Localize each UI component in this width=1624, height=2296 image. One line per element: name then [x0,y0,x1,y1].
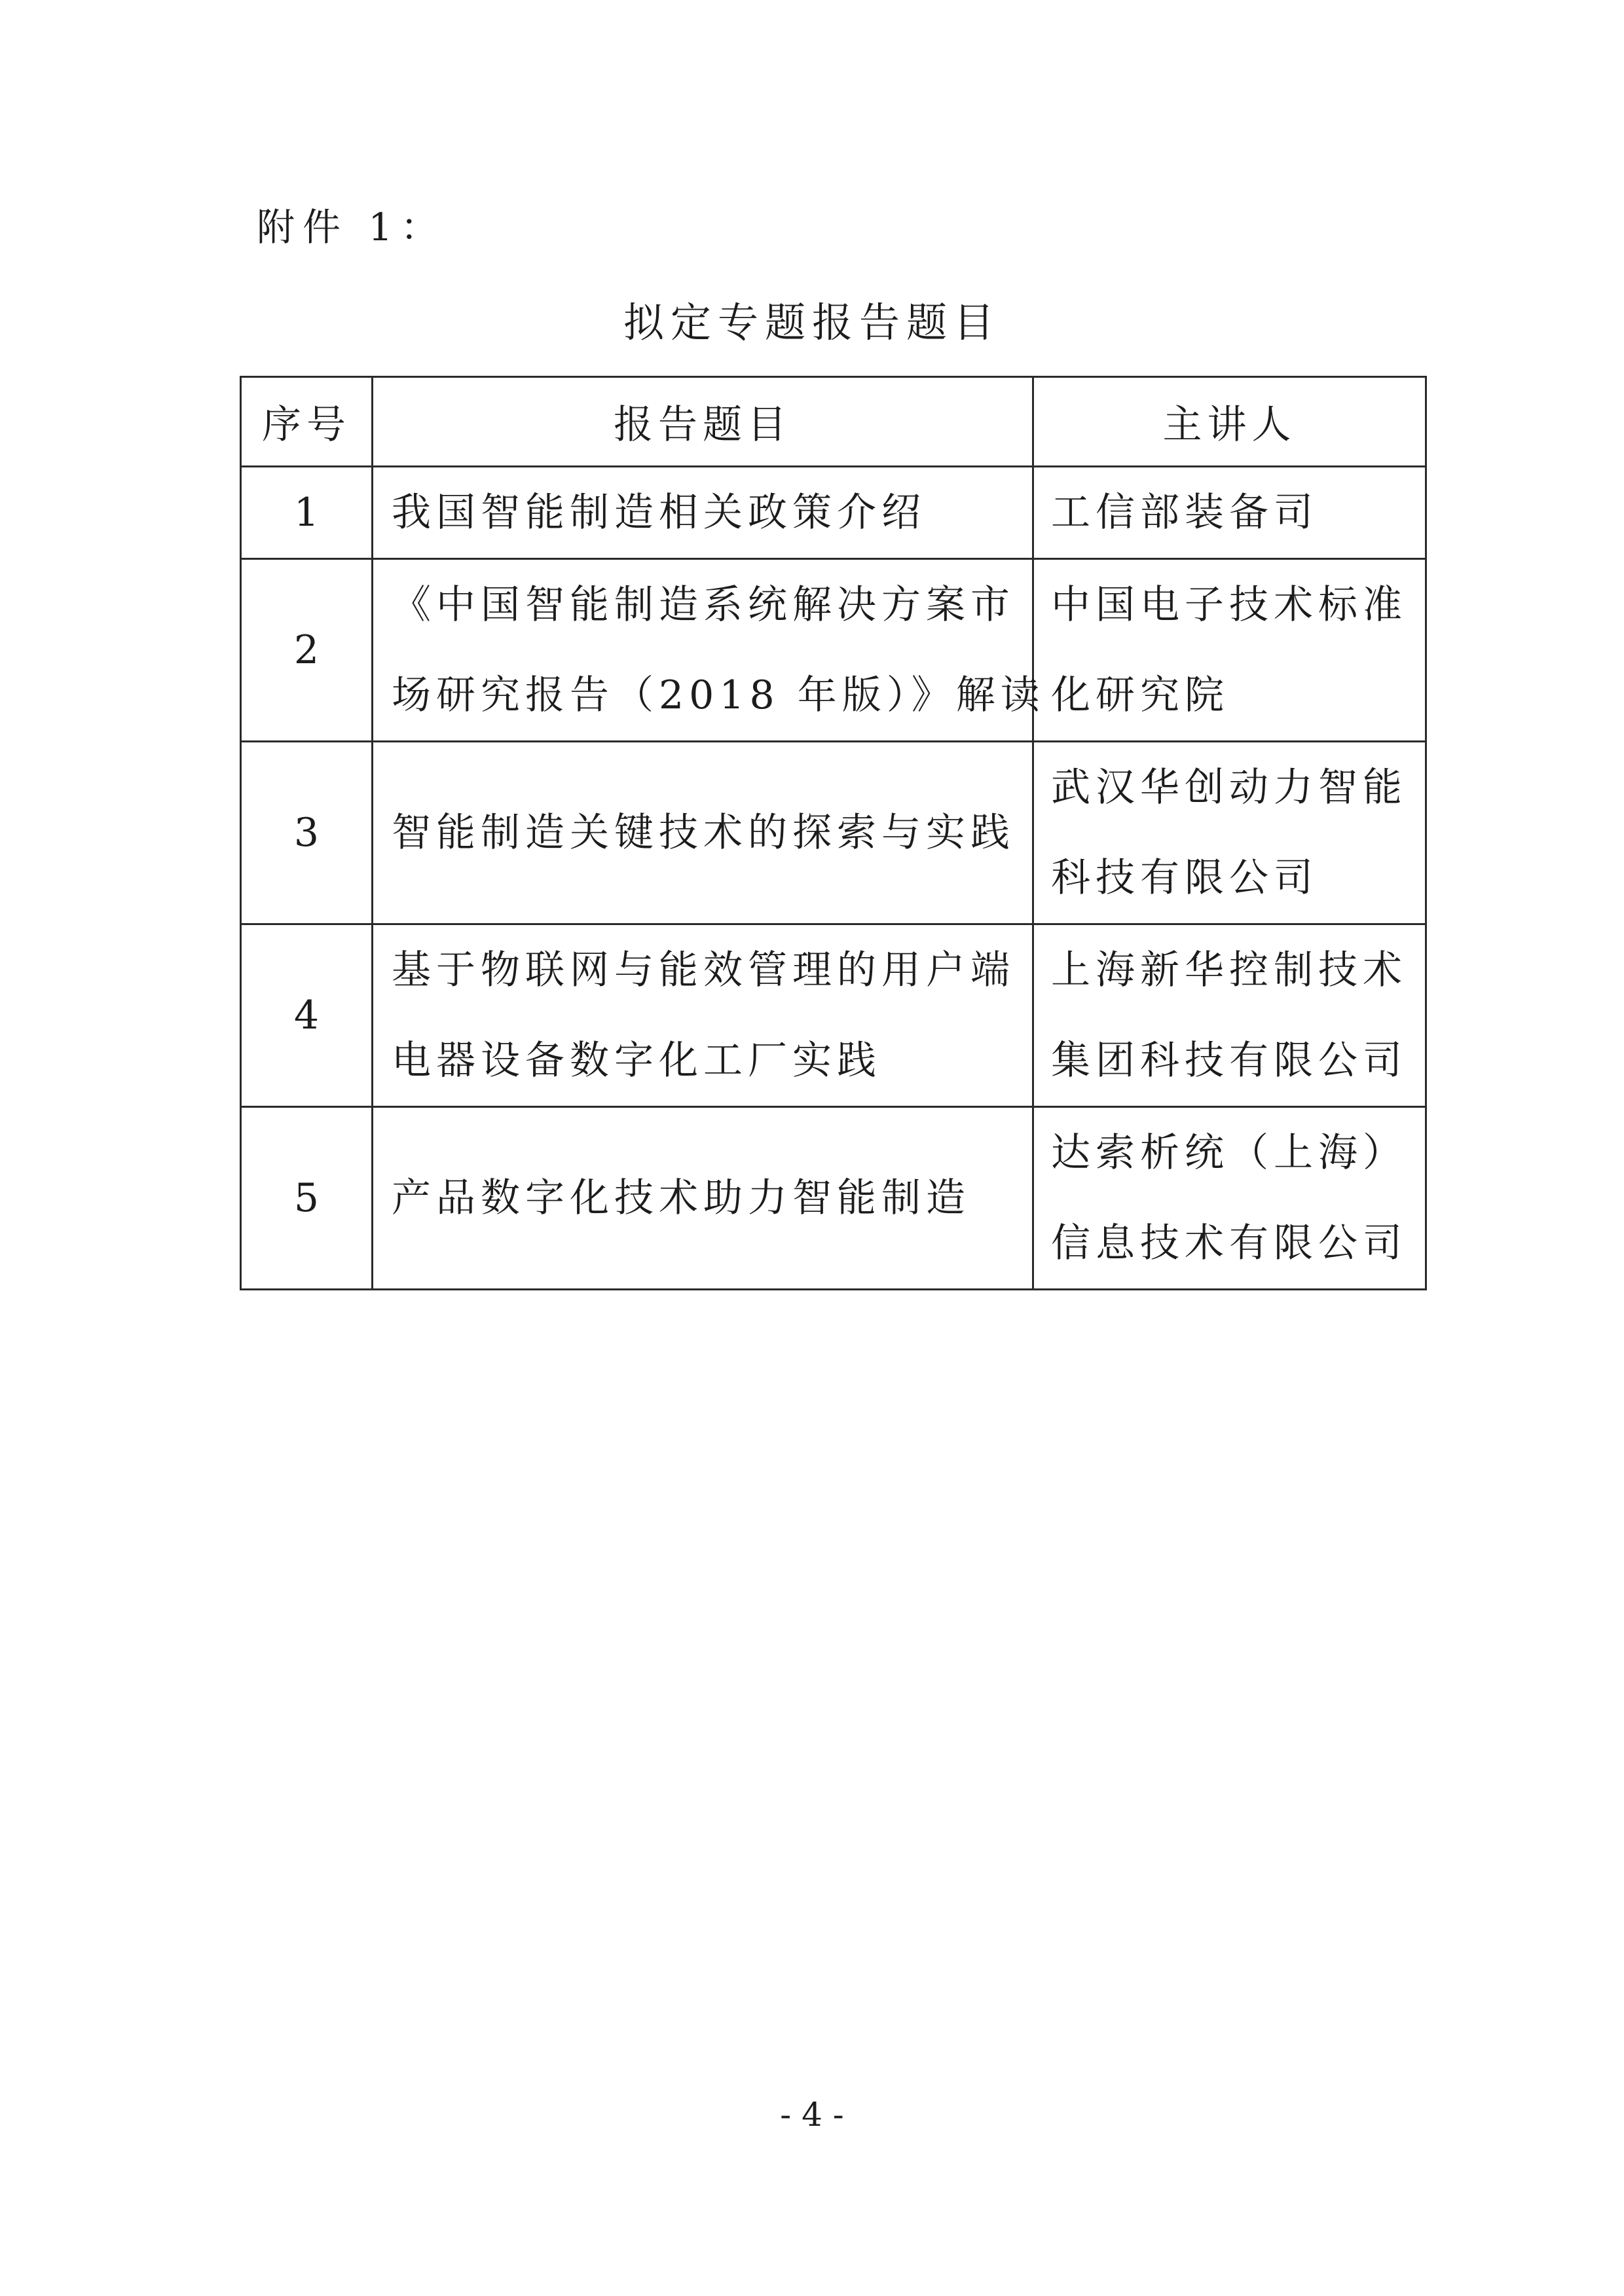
table-row [241,467,1426,559]
row-speaker [1033,559,1426,742]
header-topic: 报告题目 [373,377,1033,467]
table-header-row [241,377,1426,467]
row-topic [373,559,1045,742]
speaker-line: 化研究院 [1051,672,1229,718]
row-topic [373,742,1033,924]
speaker-line: 集团科技有限公司 [1051,1038,1407,1084]
topic-line: 场研究报告（2018 年版）》解读 [392,672,1045,718]
row-number: 5 [241,1107,373,1290]
table-row [241,924,1426,1107]
topic-line: 产品数字化技术助力智能制造 [392,1175,970,1221]
topic-line: 智能制造关键技术的探索与实践 [392,810,1015,856]
row-speaker [1033,467,1426,559]
header-number: 序号 [241,377,373,467]
page-number: - 4 - [780,2096,844,2134]
table-row [241,742,1426,924]
row-speaker [1033,1107,1426,1290]
row-number: 3 [241,742,373,924]
speaker-line: 工信部装备司 [1051,490,1318,536]
report-topics-table [240,376,1427,1290]
row-topic [373,467,1033,559]
speaker-line: 中国电子技术标准 [1051,582,1407,628]
document-title: 拟定专题报告题目 [623,299,1001,346]
speaker-line: 上海新华控制技术 [1051,947,1407,993]
topic-line: 基于物联网与能效管理的用户端 [392,947,1015,993]
header-speaker: 主讲人 [1033,377,1426,467]
topic-line: 《中国智能制造系统解决方案市 [392,582,1015,628]
row-speaker [1033,742,1426,924]
speaker-line: 武汉华创动力智能 [1051,765,1407,811]
row-number: 1 [241,467,373,559]
attachment-label: 附件 1： [257,205,447,249]
speaker-line: 达索析统（上海） [1051,1130,1407,1176]
topic-line: 我国智能制造相关政策介绍 [392,490,926,536]
row-number: 2 [241,559,373,742]
table-row [241,1107,1426,1290]
topic-line: 电器设备数字化工厂实践 [392,1038,881,1084]
row-number: 4 [241,924,373,1107]
row-topic [373,1107,1033,1290]
row-topic [373,924,1033,1107]
speaker-line: 信息技术有限公司 [1051,1220,1407,1266]
table-row [241,559,1426,742]
row-speaker [1033,924,1426,1107]
speaker-line: 科技有限公司 [1051,855,1318,901]
